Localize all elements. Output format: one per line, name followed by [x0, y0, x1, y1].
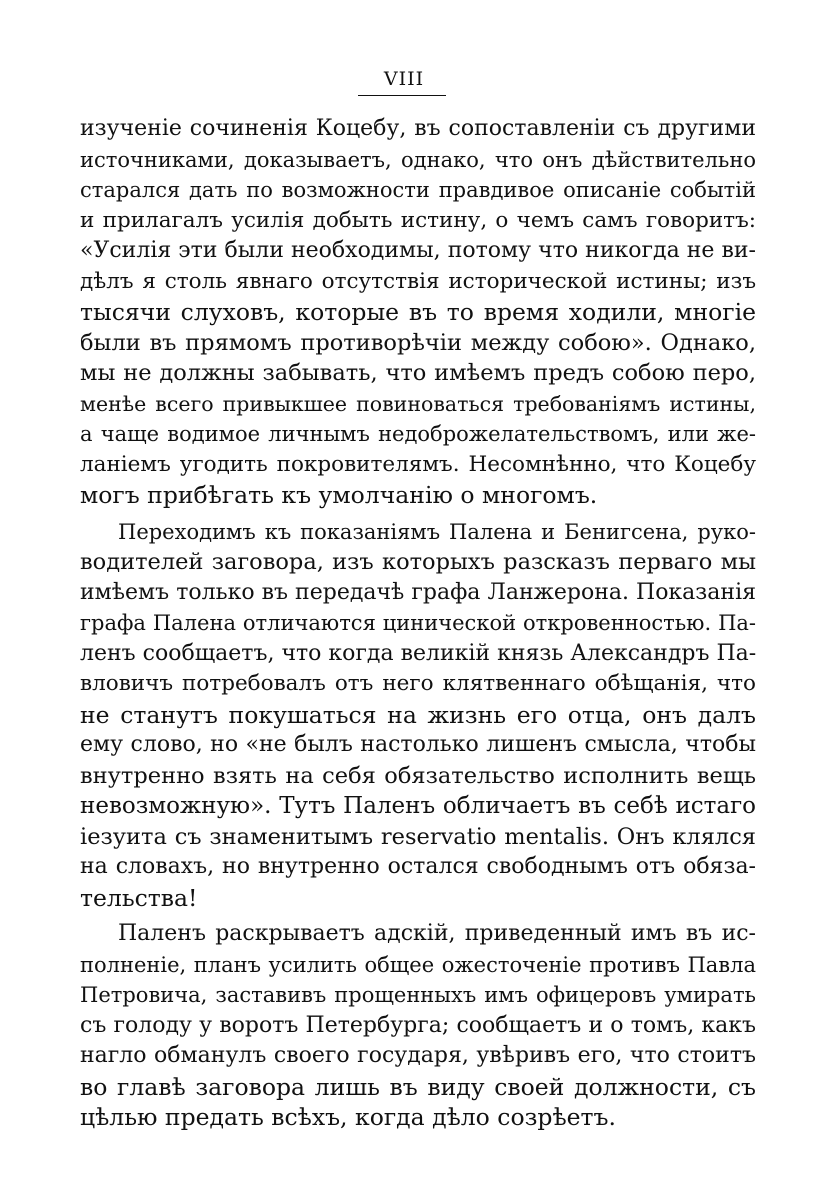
text-line: невозможную». Тутъ Паленъ обличаетъ въ себѣ истаго: [80, 793, 756, 819]
text-line: вловичъ потребовалъ отъ него клятвеннаго обѣщанія, что: [80, 671, 756, 696]
text-line: съ голоду у воротъ Петербурга; сообщаетъ и о томъ, какъ: [80, 1012, 756, 1038]
text-line: іезуита съ знаменитымъ reservatio mentalis. Онъ клялся: [80, 823, 756, 850]
text-line: Переходимъ къ показаніямъ Палена и Бенигсена, руко-: [118, 519, 756, 544]
text-line: Петровича, заставивъ прощенныхъ имъ офицеровъ умирать: [80, 983, 756, 1007]
text-line: водителей заговора, изъ которыхъ разсказъ перваго мы: [80, 549, 756, 575]
text-line: графа Палена отличаются цинической откровенностью. Па-: [80, 611, 756, 635]
text-line: нагло обманулъ своего государя, увѣривъ его, что стоитъ: [80, 1043, 756, 1068]
body-text: [80, 114, 756, 1139]
text-line: были въ прямомъ противорѣчіи между собою». Однако,: [80, 329, 756, 356]
text-line: «Усилія эти были необходимы, потому что никогда не ви-: [80, 238, 756, 263]
text-line: тысячи слуховъ, которые въ то время ходили, многіе: [80, 298, 756, 326]
text-line: тельства!: [80, 883, 198, 912]
header-rule: [358, 95, 446, 96]
text-line: изученіе сочиненія Коцебу, въ сопоставленіи съ другими: [80, 116, 756, 141]
text-line: дѣлъ я столь явнаго отсутствія исторической истины; изъ: [80, 268, 756, 294]
text-line: во главѣ заговора лишь въ виду своей должности, съ: [80, 1072, 756, 1101]
text-line: и прилагалъ усилія добыть истину, о чемъ самъ говоритъ:: [80, 207, 756, 233]
text-line: не станутъ покушаться на жизнь его отца, онъ далъ: [80, 700, 756, 729]
text-line: ленъ сообщаетъ, что когда великій князь Александръ Па-: [80, 640, 757, 666]
text-line: имѣемъ только въ передачѣ графа Ланжерона. Показанія: [80, 579, 756, 605]
text-line: полненіе, планъ усилить общее ожесточеніе противъ Павла: [80, 952, 756, 977]
text-line: на словахъ, но внутренно остался свободнымъ отъ обяза-: [80, 854, 756, 879]
text-line: мы не должны забывать, что имѣемъ предъ собою перо,: [80, 360, 756, 386]
paragraph: [80, 114, 756, 511]
page-number: VIII: [383, 68, 425, 90]
text-line: цѣлью предать всѣхъ, когда дѣло созрѣетъ.: [80, 1103, 616, 1131]
text-line: ланіемъ угодить покровителямъ. Несомнѣнно, что Коцебу: [80, 451, 756, 477]
text-line: источниками, доказываетъ, однако, что онъ дѣйствительно: [80, 147, 756, 172]
paragraph: [80, 517, 756, 914]
text-line: старался дать по возможности правдивое описаніе событій: [80, 178, 756, 202]
paragraph: [80, 919, 756, 1133]
text-line: ему слово, но «не былъ настолько лишенъ смысла, чтобы: [80, 732, 756, 757]
text-line: менѣе всего привыкшее повиноваться требованіямъ истины,: [80, 391, 756, 416]
text-line: а чаще водимое личнымъ недоброжелательствомъ, или же-: [80, 422, 756, 446]
text-line: могъ прибѣгать къ умолчанію о многомъ.: [80, 481, 598, 509]
text-line: Паленъ раскрываетъ адскій, приведенный имъ въ ис-: [118, 921, 756, 946]
text-line: внутренно взять на себя обязательство исполнить вещь: [80, 762, 756, 789]
